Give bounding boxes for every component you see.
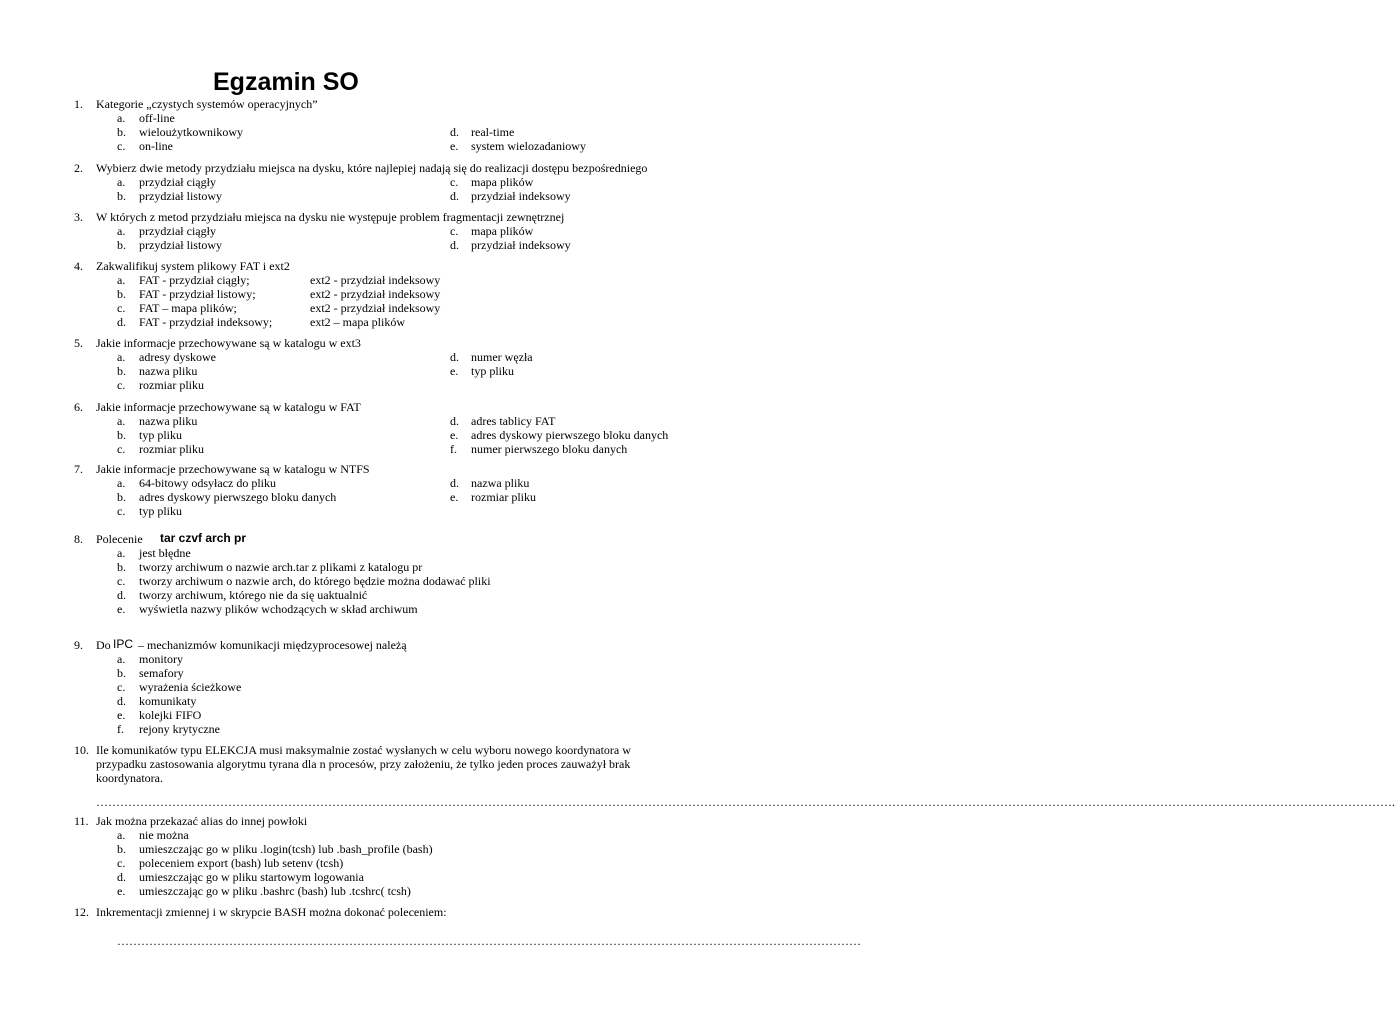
question-number: 10. — [74, 743, 89, 757]
option-d: przydział indeksowy — [471, 189, 571, 203]
option-b: przydział listowy — [139, 189, 222, 203]
option-letter: b. — [117, 238, 126, 252]
option-c: rozmiar pliku — [139, 378, 204, 392]
option-letter: e. — [450, 490, 459, 504]
option-letter: a. — [117, 652, 126, 666]
option-a: monitory — [139, 652, 183, 666]
option-a: 64-bitowy odsyłacz do pliku — [139, 476, 276, 490]
option-letter: d. — [117, 588, 126, 602]
question-text: W których z metod przydziału miejsca na dysku nie występuje problem fragmentacji zewnętrznej — [96, 210, 565, 224]
option-f: rejony krytyczne — [139, 722, 220, 736]
question-text: Jakie informacje przechowywane są w katalogu w FAT — [96, 400, 361, 414]
option-a-ext2: ext2 - przydział indeksowy — [310, 273, 441, 287]
option-letter: d. — [117, 870, 126, 884]
option-c: on-line — [139, 139, 173, 153]
option-letter: b. — [117, 428, 126, 442]
option-letter: d. — [450, 476, 459, 490]
question-text: Jak można przekazać alias do innej powłoki — [96, 814, 308, 828]
option-letter: a. — [117, 175, 126, 189]
option-letter: c. — [117, 856, 126, 870]
option-b: adres dyskowy pierwszego bloku danych — [139, 490, 337, 504]
option-letter: a. — [117, 546, 126, 560]
option-letter: b. — [117, 560, 126, 574]
option-c: typ pliku — [139, 504, 183, 518]
question-number: 6. — [74, 400, 83, 414]
option-letter: e. — [117, 602, 126, 616]
question-number: 4. — [74, 259, 83, 273]
option-d: nazwa pliku — [471, 476, 530, 490]
option-d: adres tablicy FAT — [471, 414, 556, 428]
option-b: semafory — [139, 666, 184, 680]
option-e: kolejki FIFO — [139, 708, 202, 722]
page-title: Egzamin SO — [213, 68, 359, 96]
option-letter: b. — [117, 364, 126, 378]
question-text: Inkrementacji zmiennej i w skrypcie BASH można dokonać poleceniem: — [96, 905, 447, 919]
answer-line[interactable]: ………………………………………………………………………………………………………………………………………………………………………………………………………………………………………………………………………………………………. — [96, 795, 1395, 809]
question-text-line-3: koordynatora. — [96, 771, 163, 785]
option-b-fat: FAT - przydział listowy; — [139, 287, 256, 301]
option-e: typ pliku — [471, 364, 515, 378]
option-d: tworzy archiwum, którego nie da się uaktualnić — [139, 588, 368, 602]
question-text: Polecenie — [96, 532, 143, 546]
option-letter: b. — [117, 287, 126, 301]
command-text: tar czvf arch pr — [160, 531, 247, 545]
option-a: jest błędne — [139, 546, 191, 560]
option-e: umieszczając go w pliku .bashrc (bash) lub .tcshrc( tcsh) — [139, 884, 411, 898]
option-c: wyrażenia ścieżkowe — [139, 680, 242, 694]
option-d: przydział indeksowy — [471, 238, 571, 252]
option-a: nie można — [139, 828, 189, 842]
question-text: Jakie informacje przechowywane są w katalogu w NTFS — [96, 462, 370, 476]
option-a: przydział ciągły — [139, 224, 216, 238]
option-letter: d. — [450, 189, 459, 203]
option-letter: c. — [117, 504, 126, 518]
option-e: rozmiar pliku — [471, 490, 536, 504]
option-letter: c. — [117, 574, 126, 588]
option-b: przydział listowy — [139, 238, 222, 252]
option-e: system wielozadaniowy — [471, 139, 586, 153]
option-letter: c. — [117, 139, 126, 153]
ipc-term: IPC — [113, 637, 134, 651]
question-number: 5. — [74, 336, 83, 350]
option-letter: a. — [117, 350, 126, 364]
option-c: mapa plików — [471, 175, 534, 189]
option-c-ext2: ext2 - przydział indeksowy — [310, 301, 441, 315]
option-c-fat: FAT – mapa plików; — [139, 301, 237, 315]
option-letter: d. — [450, 414, 459, 428]
option-a: przydział ciągły — [139, 175, 216, 189]
option-d: umieszczając go w pliku startowym logowania — [139, 870, 364, 884]
option-letter: c. — [450, 175, 459, 189]
option-letter: a. — [117, 414, 126, 428]
question-number: 3. — [74, 210, 83, 224]
option-d: real-time — [471, 125, 515, 139]
question-number: 9. — [74, 638, 83, 652]
option-d-ext2: ext2 – mapa plików — [310, 315, 405, 329]
option-c: rozmiar pliku — [139, 442, 204, 456]
question-number: 11. — [74, 814, 89, 828]
option-letter: f. — [450, 442, 457, 456]
option-letter: b. — [117, 666, 126, 680]
option-d: numer węzła — [471, 350, 533, 364]
option-letter: c. — [117, 680, 126, 694]
question-number: 2. — [74, 161, 83, 175]
question-number: 8. — [74, 532, 83, 546]
option-letter: a. — [117, 828, 126, 842]
option-d-fat: FAT - przydział indeksowy; — [139, 315, 273, 329]
option-b: typ pliku — [139, 428, 183, 442]
option-e: wyświetla nazwy plików wchodzących w skład archiwum — [139, 602, 418, 616]
option-b: nazwa pliku — [139, 364, 198, 378]
question-text: Zakwalifikuj system plikowy FAT i ext2 — [96, 259, 290, 273]
option-a: adresy dyskowe — [139, 350, 216, 364]
option-letter: f. — [117, 722, 124, 736]
option-letter: d. — [450, 238, 459, 252]
option-c: tworzy archiwum o nazwie arch, do którego będzie można dodawać pliki — [139, 574, 491, 588]
answer-line[interactable]: …………………………………………………………………………………………………………………………………………………………………… — [117, 934, 861, 948]
option-b: wieloużytkownikowy — [139, 125, 243, 139]
option-d: komunikaty — [139, 694, 197, 708]
option-letter: c. — [117, 442, 126, 456]
option-letter: a. — [117, 476, 126, 490]
option-letter: b. — [117, 490, 126, 504]
option-letter: c. — [117, 378, 126, 392]
option-letter: d. — [450, 350, 459, 364]
option-letter: a. — [117, 273, 126, 287]
option-a: off-line — [139, 111, 175, 125]
option-f: numer pierwszego bloku danych — [471, 442, 628, 456]
question-number: 1. — [74, 97, 83, 111]
option-letter: e. — [117, 708, 126, 722]
option-a: nazwa pliku — [139, 414, 198, 428]
option-letter: e. — [450, 428, 459, 442]
option-letter: c. — [117, 301, 126, 315]
question-number: 7. — [74, 462, 83, 476]
question-text: – mechanizmów komunikacji międzyprocesowej należą — [138, 638, 407, 652]
question-number: 12. — [74, 905, 89, 919]
option-b: tworzy archiwum o nazwie arch.tar z plikami z katalogu pr — [139, 560, 423, 574]
option-letter: e. — [450, 139, 459, 153]
option-letter: e. — [117, 884, 126, 898]
option-letter: d. — [117, 315, 126, 329]
option-b: umieszczając go w pliku .login(tcsh) lub .bash_profile (bash) — [139, 842, 433, 856]
question-text-line-1: Ile komunikatów typu ELEKCJA musi maksymalnie zostać wysłanych w celu wyboru nowego koordynatora w — [96, 743, 631, 757]
option-letter: b. — [117, 842, 126, 856]
option-c: poleceniem export (bash) lub setenv (tcsh) — [139, 856, 344, 870]
option-letter: a. — [117, 224, 126, 238]
question-text: Jakie informacje przechowywane są w katalogu w ext3 — [96, 336, 361, 350]
option-letter: a. — [117, 111, 126, 125]
question-prefix: Do — [96, 638, 111, 652]
option-letter: d. — [117, 694, 126, 708]
option-letter: e. — [450, 364, 459, 378]
option-a-fat: FAT - przydział ciągły; — [139, 273, 250, 287]
question-text-line-2: przypadku zastosowania algorytmu tyrana dla n procesów, przy założeniu, że tylko jeden proces zauważył brak — [96, 757, 631, 771]
option-e: adres dyskowy pierwszego bloku danych — [471, 428, 669, 442]
option-letter: d. — [450, 125, 459, 139]
option-letter: c. — [450, 224, 459, 238]
option-letter: b. — [117, 189, 126, 203]
question-text: Kategorie „czystych systemów operacyjnych” — [96, 97, 318, 111]
option-c: mapa plików — [471, 224, 534, 238]
option-letter: b. — [117, 125, 126, 139]
question-text: Wybierz dwie metody przydziału miejsca na dysku, które najlepiej nadają się do realizacji dostępu bezpośredniego — [96, 161, 648, 175]
option-b-ext2: ext2 - przydział indeksowy — [310, 287, 441, 301]
